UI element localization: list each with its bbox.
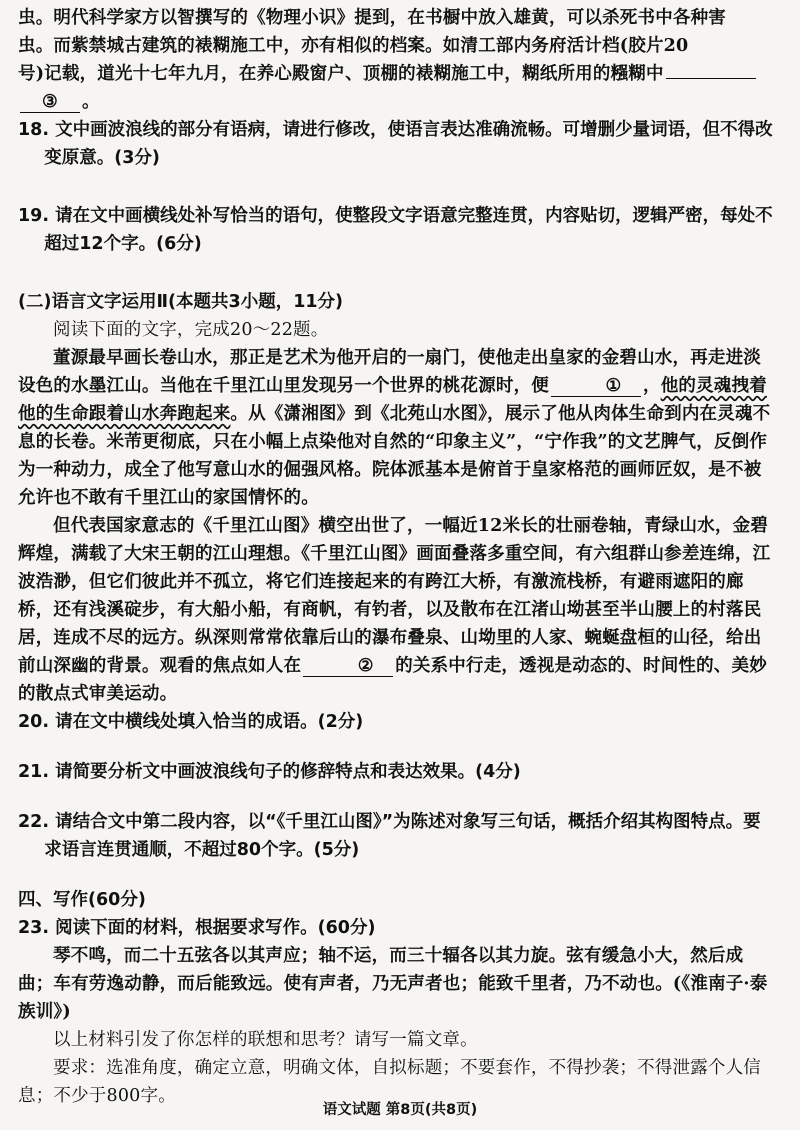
passage-line-3 <box>18 60 778 88</box>
section-2-intro: 阅读下面的文字，完成20～22题。 <box>53 320 329 340</box>
para1-text-a: 董源最早画长卷山水，那正是艺术为他开启的一扇门，使他走出皇家的金碧山水，再走进淡设色的水墨江山。当他在千里江山里发现另一个世界的桃花源时，便 <box>18 348 761 396</box>
passage-continued <box>18 4 778 116</box>
answer-blank-1[interactable]: ① <box>551 376 641 397</box>
reading-paragraph-2 <box>18 512 778 708</box>
question-23-material: 琴不鸣，而二十五弦各以其声应；轴不运，而三十辐各以其力旋。弦有缓急小大，然后成曲；车有劳逸动静，而后能致远。使有声者，乃无声者也；能致千里者，乃不动也。(《淮南子·泰族训》) <box>18 946 768 1022</box>
section-2-title: (二)语言文字运用Ⅱ(本题共3小题，11分) <box>18 292 344 312</box>
question-23-requirements: 要求：选准角度，确定立意，明确文体，自拟标题；不要套作，不得抄袭；不得泄露个人信息；不少于800字。 <box>18 1058 761 1106</box>
para1-text-b: ， <box>643 376 661 396</box>
question-21: 21. 请简要分析文中画波浪线句子的修辞特点和表达效果。(4分) <box>18 762 521 782</box>
para2-text-a: 但代表国家意志的《千里江山图》横空出世了，一幅近12米长的壮丽卷轴，青绿山水，金碧辉煌，满载了大宋王朝的江山理想。《千里江山图》画面叠落多重空间，有六组群山参差连绵，江波浩渺，但它们彼此并不孤立，将它们连接起来的有跨江大桥，有激流栈桥，有避雨遮阳的廊桥，还有浅溪碇步，有大船小船，有商帆，有钓者，以及散布在江渚山坳甚至半山腰上的村落民居，连成不尽的远方。纵深则常常依靠后山的瀑布叠泉、山坳里的人家、蜿蜒盘桓的山径，给出前山深幽的背景。观看的焦点如人在 <box>18 516 771 676</box>
answer-blank-3[interactable]: ③ <box>20 92 80 113</box>
question-19: 19. 请在文中画横线处补写恰当的语句，使整段文字语意完整连贯，内容贴切，逻辑严密，每处不超过12个字。(6分) <box>18 206 773 254</box>
passage-line-1: 虫。明代科学家方以智撰写的《物理小识》提到，在书橱中放入雄黄，可以杀死书中各种害 <box>18 8 726 28</box>
section-4-title: 四、写作(60分) <box>18 890 146 910</box>
question-23-task: 以上材料引发了你怎样的联想和思考？请写一篇文章。 <box>53 1030 478 1050</box>
passage-line-3-text: 号)记载，道光十七年九月，在养心殿窗户、顶棚的裱糊施工中，糊纸所用的糨糊中 <box>18 64 664 84</box>
passage-line-4 <box>18 88 778 116</box>
question-23-prompt: 23. 阅读下面的材料，根据要求写作。(60分) <box>18 918 376 938</box>
page-footer: 语文试题 第8页(共8页) <box>322 1102 478 1118</box>
reading-paragraph-1 <box>18 344 778 512</box>
question-22: 22. 请结合文中第二段内容，以“《千里江山图》”为陈述对象写三句话，概括介绍其构图特点。要求语言连贯通顺，不超过80个字。(5分) <box>18 812 761 860</box>
wavy-underlined-sentence: 他的灵魂拽着他的生命跟着山水奔跑起来 <box>18 376 767 424</box>
answer-blank-3a[interactable] <box>666 78 756 79</box>
para2-text-b: 的关系中行走，透视是动态的、时间性的、美妙的散点式审美运动。 <box>18 656 767 704</box>
passage-line-2: 虫。而紫禁城古建筑的裱糊施工中，亦有相似的档案。如清工部内务府活计档(胶片20 <box>18 36 689 56</box>
question-18: 18. 文中画波浪线的部分有语病，请进行修改，使语言表达准确流畅。可增删少量词语，但不得改变原意。(3分) <box>18 120 773 168</box>
para1-text-c: 。从《潇湘图》到《北苑山水图》，展示了他从肉体生命到内在灵魂不息的长卷。米芾更彻底，只在小幅上点染他对自然的“印象主义”，“宁作我”的文艺脾气，反倒作为一种动力，成全了他写意山水的倔强风格。院体派基本是俯首于皇家格范的画师匠奴，是不被允许也不敢有千里江山的家国情怀的。 <box>18 404 771 508</box>
answer-blank-2[interactable]: ② <box>303 656 393 677</box>
end-mark: 。 <box>82 92 100 112</box>
question-20: 20. 请在文中横线处填入恰当的成语。(2分) <box>18 712 364 732</box>
